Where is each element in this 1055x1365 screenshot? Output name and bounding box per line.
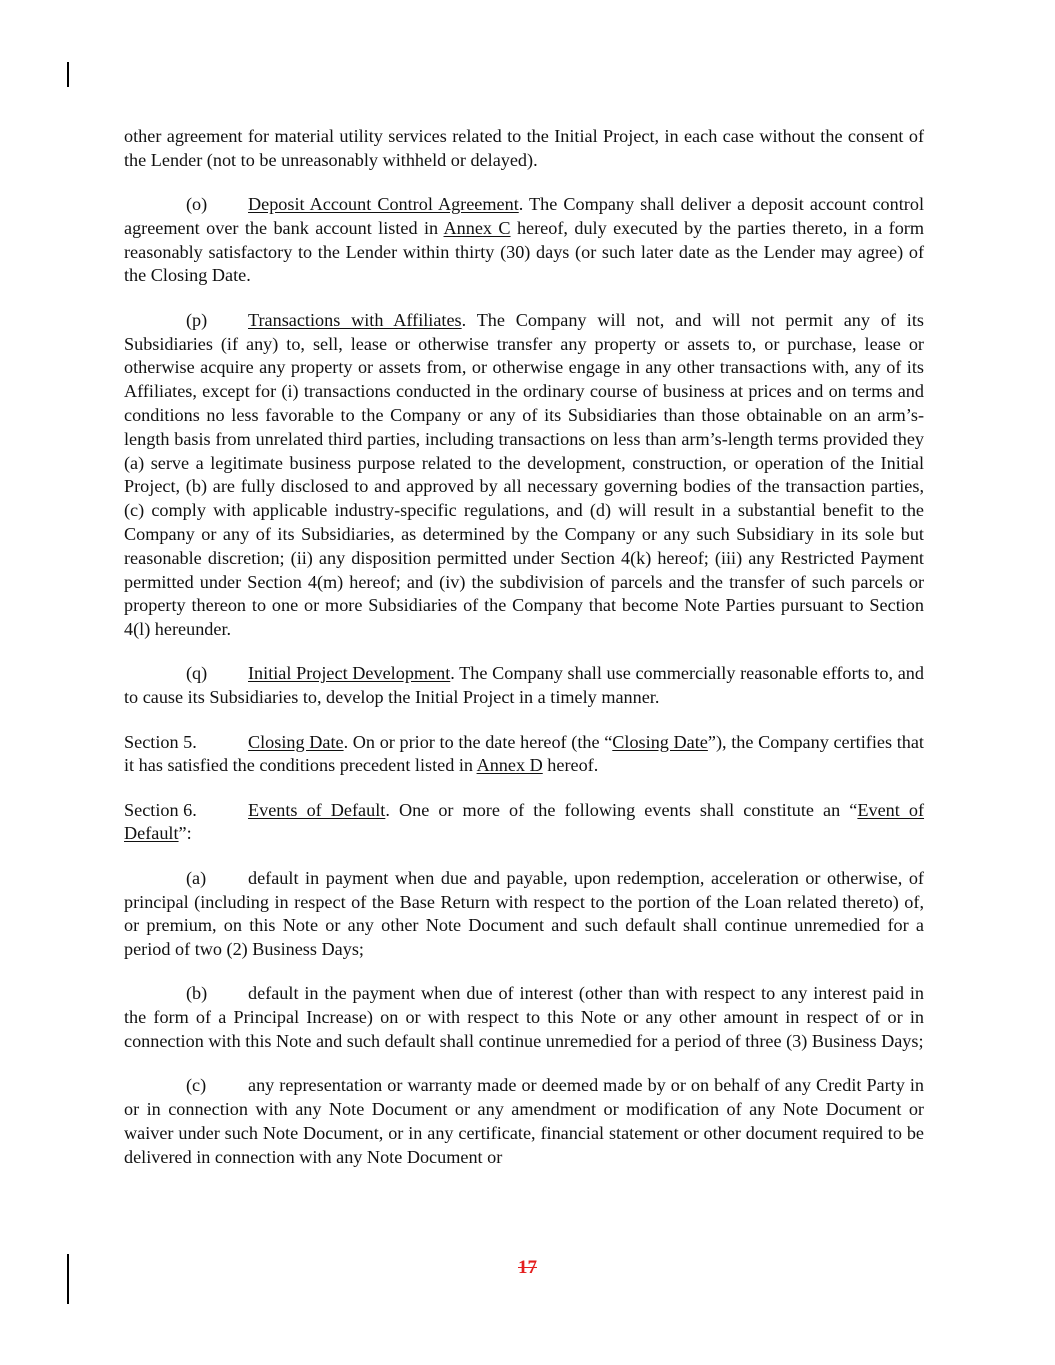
paragraph-p: (p) Transactions with Affiliates. The Company will not, and will not permit any of its Subsidiaries (if any) to, sell, lease or otherwise transfer any property or assets to, or purchase, lease or otherwise acquire any property or assets from, or otherwise engage in any other transactions with, any of its Affiliates, except for (i) transactions conducted in the ordinary course of business at prices and on terms and conditions no less favorable to the Company or any of its Subsidiaries than those obtainable on an arm’s-length basis from unrelated third parties, including transactions on less than arm’s-length terms provided they (a) serve a legitimate business purpose related to the development, construction, or operation of the Initial Project, (b) are fully disclosed to and approved by all necessary governing bodies of the transaction parties, (c) comply with applicable industry-specific regulations, and (d) will result in a substantial benefit to the Company or any of its Subsidiaries, as determined by the Company or any such Subsidiary in its sole but reasonable discretion; (ii) any disposition permitted under Section 4(k) hereof; (iii) any Restricted Payment permitted under Section 4(m) hereof; and (iv) the subdivision of parcels and the transfer of such parcels or property thereon to one or more Subsidiaries of the Company that become Note Parties pursuant to Section 4(l) hereunder.: [124, 309, 924, 640]
paragraph-heading: Initial Project Development: [248, 663, 451, 684]
paragraph-label: (c): [186, 1075, 207, 1096]
paragraph-heading: Transactions with Affiliates: [248, 309, 462, 330]
paragraph-q: (q) Initial Project Development. The Company shall use commercially reasonable efforts to, and to cause its Subsidiaries to, develop the Initial Project in a timely manner.: [124, 663, 924, 708]
paragraph-label: (o): [186, 194, 208, 215]
paragraph-a: (a) default in payment when due and payable, upon redemption, acceleration or otherwise, of principal (including in respect of the Base Return with respect to the portion of the Loan related thereto) of, or premium, on this Note or any other Note Document and such default shall continue unremedied for a period of two (2) Business Days;: [124, 867, 924, 960]
paragraph-label: (b): [186, 983, 208, 1004]
paragraph-heading: Deposit Account Control Agreement: [248, 194, 519, 215]
defined-term: Closing Date: [612, 731, 708, 752]
page-number: 17: [518, 1257, 537, 1278]
annex-c-reference: Annex C: [443, 217, 511, 238]
revision-change-bar: [67, 62, 69, 87]
defined-term: Event of Default: [124, 799, 925, 844]
paragraph-b: (b) default in the payment when due of interest (other than with respect to any interest paid in the form of a Principal Increase) on or with respect to this Note or any other amount in respect of or in connection with this Note and such default shall continue unremedied for a period of three (3) Business Days;: [124, 983, 924, 1051]
section-label: Section 5.: [124, 731, 197, 752]
section-6: Section 6. Events of Default. One or more of the following events shall constitute an “Event of Default”:: [124, 799, 925, 844]
annex-d-reference: Annex D: [476, 755, 543, 776]
paragraph-o: (o) Deposit Account Control Agreement. The Company shall deliver a deposit account control agreement over the bank account listed in Annex C hereof, duly executed by the parties thereto, in a form reasonably satisfactory to the Lender within thirty (30) days (or such later date as the Lender may agree) of the Closing Date.: [124, 194, 925, 286]
paragraph-label: (q): [186, 663, 208, 684]
section-label: Section 6.: [124, 799, 197, 820]
paragraph-label: (p): [186, 309, 208, 330]
section-heading: Closing Date: [248, 731, 344, 752]
section-5: Section 5. Closing Date. On or prior to the date hereof (the “Closing Date”), the Company certifies that it has satisfied the conditions precedent listed in Annex D hereof.: [124, 731, 924, 776]
paragraph-c: (c) any representation or warranty made or deemed made by or on behalf of any Credit Party in or in connection with any Note Document or any amendment or modification of any Note Document or waiver under such Note Document, or in any certificate, financial statement or other document required to be delivered in connection with any Note Document or: [124, 1075, 924, 1167]
continuation-paragraph: other agreement for material utility services related to the Initial Project, in each case without the consent of the Lender (not to be unreasonably withheld or delayed).: [124, 126, 924, 170]
document-page: [124, 125, 924, 1190]
section-heading: Events of Default: [248, 799, 386, 820]
paragraph-label: (a): [186, 867, 207, 888]
